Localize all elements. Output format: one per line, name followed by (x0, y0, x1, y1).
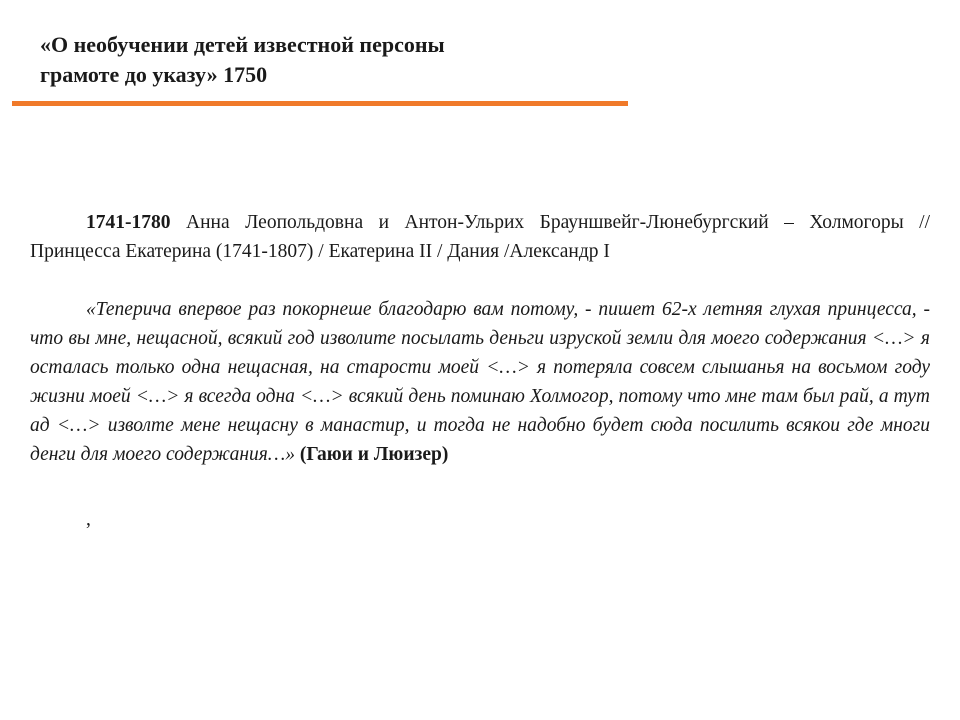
slide-title-line-1: «О необучении детей известной персоны (40, 32, 445, 57)
paragraph-dynasty (30, 208, 930, 266)
paragraph-quote (30, 295, 930, 469)
stray-comma: , (86, 509, 91, 530)
letter-quote: «Теперича впервое раз покорнеше благодарю вам потому, - пишет 62-х летняя глухая принцесса, - что вы мне, нещасной, всякий год изволите посылать деньги изруской земли для моего содержания <…> я осталась только одна нещасная, на старости моей <…> я потеряла совсем слышанья на восьмом году жизни моей <…> я всегда одна <…> всякий день поминаю Холмогор, потому что мне там был рай, а тут ад <…> изволте мене нещасну в манастир, и тогда не надобно будет сюда посилить всякои где многи денги для моего содержания…» (30, 299, 930, 465)
slide-title (40, 30, 740, 90)
title-underline-rule (12, 101, 628, 106)
paragraph-years: 1741-1780 (86, 212, 171, 233)
body-text (30, 208, 930, 469)
slide-title-line-2: грамоте до указу» 1750 (40, 62, 268, 87)
paragraph-dynasty-text: Анна Леопольдовна и Антон-Ульрих Брауншвейг-Люнебургский – Холмогоры // Принцесса Екатерина (1741-1807) / Екатерина II / Дания /Александр I (30, 212, 930, 262)
quote-attribution: (Гаюи и Люизер) (299, 444, 449, 465)
